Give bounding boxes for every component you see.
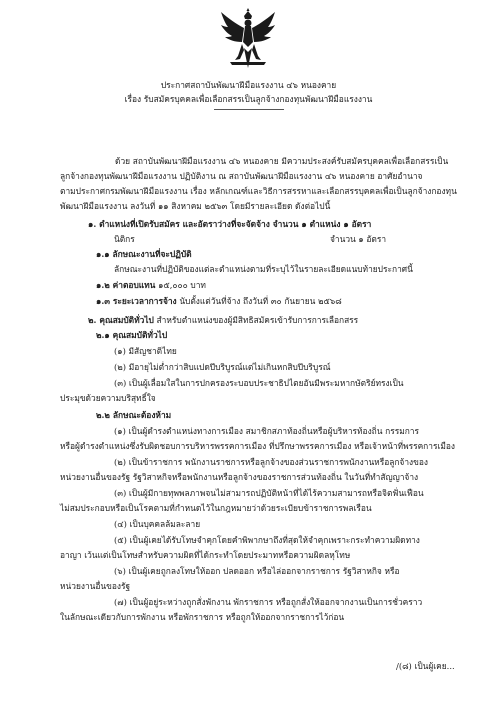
list-item: (๖) เป็นผู้เคยถูกลงโทษให้ออก ปลดออก หรือไล่ออกจากราชการ รัฐวิสาหกิจ หรือ [114, 566, 400, 576]
section1-1-text: ลักษณะงานที่ปฏิบัติของแต่ละตำแหน่งตามที่ระบุไว้ในรายละเอียดแนบท้ายประกาศนี้ [114, 264, 413, 274]
section2-heading: ๒. คุณสมบัติทั่วไป [88, 315, 154, 325]
section2-line [88, 314, 358, 326]
section1-3-text: นับตั้งแต่วันที่จ้าง ถึงวันที่ ๓๐ กันยายน ๒๕๖๘ [179, 296, 342, 306]
list-item: ไม่สมประกอบหรือเป็นโรคตามที่กำหนดไว้ในกฎหมายว่าด้วยระเบียบข้าราชการพลเรือน [60, 503, 372, 513]
divider [214, 109, 284, 110]
list-item: ในลักษณะเดียวกับการพักงาน หรือพักราชการ หรือถูกให้ออกจากราชการไว้ก่อน [60, 612, 345, 622]
intro-line: ตามประกาศกรมพัฒนาฝีมือแรงงาน เรื่อง หลักเกณฑ์และวิธีการสรรหาและเลือกสรรบุคคลเพื่อเป็นลูกจ้างกองทุน [60, 186, 457, 196]
section1-1-heading: ๑.๑ ลักษณะงานที่จะปฏิบัติ [96, 249, 192, 259]
section1-3-heading: ๑.๓ ระยะเวลาการจ้าง [96, 296, 177, 306]
list-item: (๓) เป็นผู้เลื่อมใสในการปกครองระบอบประชาธิปไตยอันมีพระมหากษัตริย์ทรงเป็น [114, 378, 404, 388]
section1-3-line [96, 295, 342, 307]
list-item: หน่วยงานอื่นของรัฐ รัฐวิสาหกิจหรือพนักงานหรือลูกจ้างของราชการส่วนท้องถิ่น ในวันที่ทำสัญญาจ้าง [60, 472, 419, 482]
section1-2-heading: ๑.๒ ค่าตอบแทน [96, 280, 156, 290]
section1-heading: ๑. ตำแหน่งที่เปิดรับสมัคร และอัตราว่างที่จะจัดจ้าง จำนวน ๑ ตำแหน่ง ๑ อัตรา [88, 219, 372, 229]
section2-heading-text: สำหรับตำแหน่งของผู้มีสิทธิสมัครเข้ารับการการเลือกสรร [156, 315, 359, 325]
intro-line: ด้วย สถาบันพัฒนาฝีมือแรงงาน ๔๖ หนองคาย มีความประสงค์รับสมัครบุคคลเพื่อเลือกสรรเป็น [115, 156, 449, 166]
announcement-subject: เรื่อง รับสมัครบุคคลเพื่อเลือกสรรเป็นลูกจ้างกองทุนพัฒนาฝีมือแรงงาน [124, 94, 373, 104]
list-item: (๗) เป็นผู้อยู่ระหว่างถูกสั่งพักงาน พักราชการ หรือถูกสั่งให้ออกจากงานเป็นการชั่วคราว [114, 597, 423, 607]
list-item: หน่วยงานอื่นของรัฐ [60, 581, 131, 591]
list-item: (๑) มีสัญชาติไทย [114, 346, 177, 356]
list-item: (๓) เป็นผู้มีกายทุพพลภาพจนไม่สามารถปฏิบัติหน้าที่ได้ไร้ความสามารถหรือจิตฟั่นเฟือน [114, 488, 424, 498]
list-item: (๑) เป็นผู้ดำรงตำแหน่งทางการเมือง สมาชิกสภาท้องถิ่นหรือผู้บริหารท้องถิ่น กรรมการ [114, 426, 419, 436]
continuation-note: /(๘) เป็นผู้เคย... [396, 661, 455, 671]
section2-1-heading: ๒.๑ คุณสมบัติทั่วไป [96, 330, 168, 340]
intro-line: ลูกจ้างกองทุนพัฒนาฝีมือแรงงาน ปฏิบัติงาน ณ สถาบันพัฒนาฝีมือแรงงาน ๔๖ หนองคาย อาศัยอำนาจ [60, 171, 423, 181]
position-name: นิติกร [114, 234, 135, 244]
list-item: (๔) เป็นบุคคลล้มละลาย [114, 519, 201, 529]
intro-line: พัฒนาฝีมือแรงงาน ลงวันที่ ๑๑ สิงหาคม ๒๕๖๓ โดยมีรายละเอียด ดังต่อไปนี้ [60, 201, 331, 211]
list-item: (๒) เป็นข้าราชการ พนักงานราชการหรือลูกจ้างของส่วนราชการพนักงานหรือลูกจ้างของ [114, 457, 428, 467]
list-item-continuation: ประมุขด้วยความบริสุทธิ์ใจ [60, 393, 156, 403]
garuda-emblem-icon [218, 8, 278, 70]
section2-2-heading: ๒.๒ ลักษณะต้องห้าม [96, 410, 172, 420]
announcement-title: ประกาศสถาบันพัฒนาฝีมือแรงงาน ๔๖ หนองคาย [160, 80, 337, 90]
list-item: อาญา เว้นแต่เป็นโทษสำหรับความผิดที่ได้กระทำโดยประมาทหรือความผิดลหุโทษ [60, 550, 351, 560]
list-item: หรือผู้ดำรงตำแหน่งซึ่งรับผิดชอบการบริหารพรรคการเมือง ที่ปรึกษาพรรคการเมือง หรือเจ้าหน้าที่พรรคการเมือง [60, 441, 455, 451]
section1-2-line [96, 279, 206, 291]
position-count: จำนวน ๑ อัตรา [330, 234, 387, 244]
list-item: (๕) เป็นผู้เคยได้รับโทษจำคุกโดยคำพิพากษาถึงที่สุดให้จำคุกเพราะกระทำความผิดทาง [114, 535, 420, 545]
section1-2-text: ๑๕,๐๐๐ บาท [158, 280, 206, 290]
list-item: (๒) มีอายุไม่ต่ำกว่าสิบแปดปีบริบูรณ์แต่ไม่เกินหกสิบปีบริบูรณ์ [114, 362, 331, 372]
